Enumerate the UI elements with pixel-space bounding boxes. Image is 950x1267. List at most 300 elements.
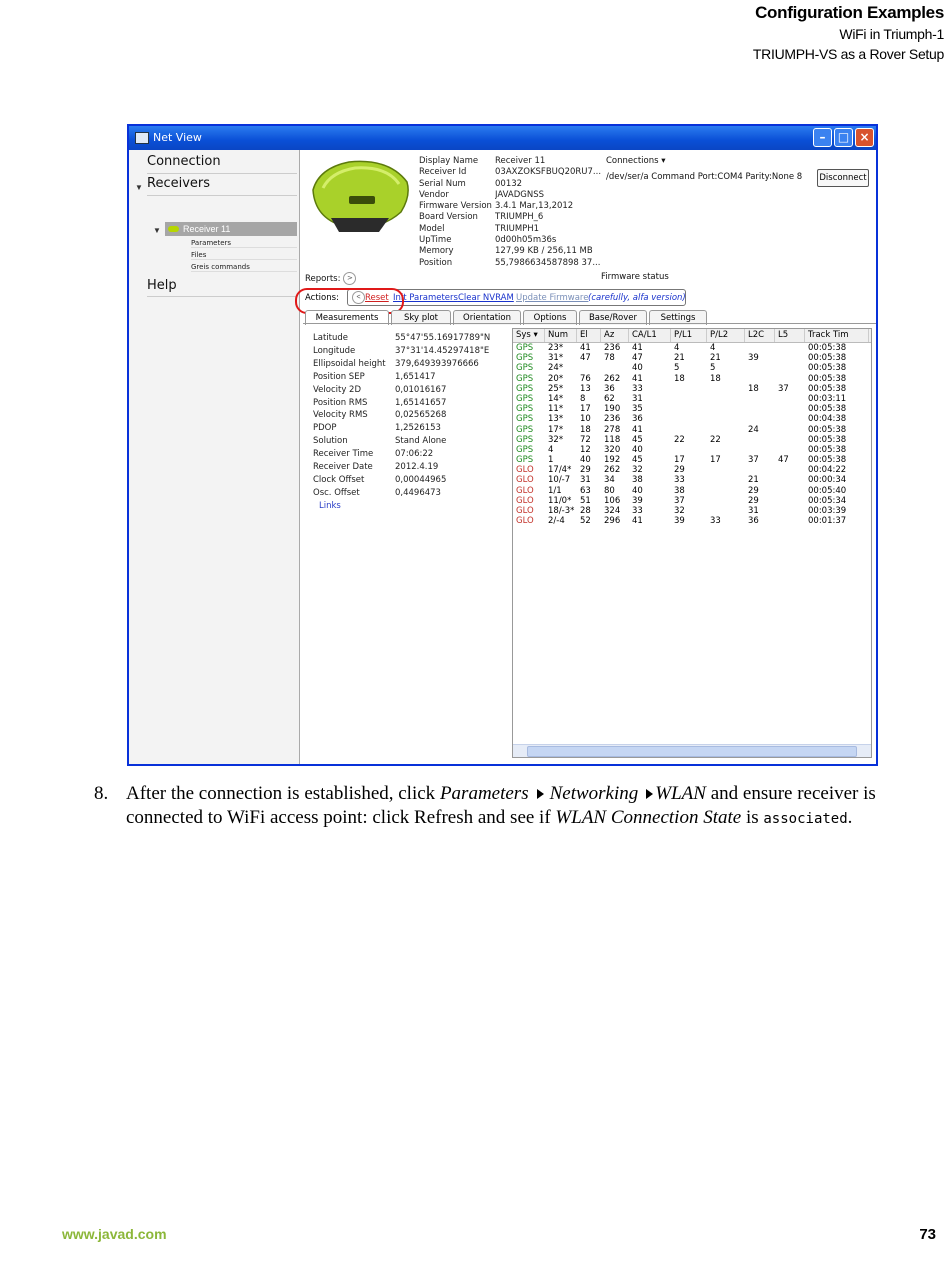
table-cell [707, 465, 745, 475]
measurement-value: 0,01016167 [395, 384, 447, 395]
grid-column-header[interactable]: L5 [775, 329, 805, 342]
table-row[interactable] [513, 384, 871, 394]
table-cell [775, 353, 805, 363]
table-cell: 00:05:38 [808, 363, 847, 374]
tab-sky-plot[interactable]: Sky plot [391, 310, 451, 325]
tab-options[interactable]: Options [523, 310, 577, 325]
table-cell: 25* [548, 383, 564, 394]
table-cell [707, 394, 745, 404]
table-cell [745, 414, 775, 424]
table-cell: 17* [548, 424, 564, 435]
table-row[interactable] [513, 435, 871, 445]
table-cell: GPS [516, 393, 534, 404]
table-cell: 00:05:38 [808, 424, 847, 435]
table-cell: GPS [516, 383, 534, 394]
table-cell: 78 [604, 353, 615, 364]
table-cell: GPS [516, 434, 534, 445]
table-cell: 192 [604, 455, 621, 466]
table-cell: 262 [604, 373, 621, 384]
table-cell: 62 [604, 393, 615, 404]
table-cell [707, 414, 745, 424]
measurement-value: 1,65141657 [395, 397, 447, 408]
table-cell [745, 445, 775, 455]
measurement-row [313, 332, 490, 345]
table-cell: 13* [548, 414, 564, 425]
menu-wlan: WLAN [655, 783, 706, 804]
menu-arrow-icon [646, 789, 653, 799]
table-cell: GLO [516, 465, 534, 476]
info-row [419, 212, 601, 223]
step-number: 8. [94, 783, 109, 804]
measurement-row [313, 422, 490, 435]
table-cell: 32 [674, 506, 685, 516]
chevron-right-icon[interactable]: > [343, 272, 356, 285]
measurement-key: PDOP [313, 423, 337, 434]
table-cell: 37 [748, 455, 759, 466]
grid-column-header[interactable]: Track Tim [805, 329, 869, 342]
table-cell: 18 [710, 373, 721, 384]
table-cell: 00:05:38 [808, 444, 847, 455]
grid-column-header[interactable]: P/L1 [671, 329, 707, 342]
grid-header [513, 329, 871, 343]
grid-column-header[interactable]: Num [545, 329, 577, 342]
measurement-row [313, 487, 490, 500]
table-cell: 80 [604, 485, 615, 496]
table-cell: GLO [516, 495, 534, 506]
table-cell [671, 384, 707, 394]
nav-files[interactable]: Files [191, 251, 297, 260]
table-cell: 29 [748, 495, 759, 506]
table-cell: 31 [580, 475, 591, 486]
table-row[interactable] [513, 353, 871, 363]
table-cell: 31* [548, 353, 564, 364]
chapter-title: Configuration Examples [755, 3, 944, 22]
table-cell: 40 [632, 444, 643, 455]
table-cell [707, 506, 745, 516]
info-key: Vendor [419, 189, 449, 200]
table-cell: 13 [580, 383, 591, 394]
table-cell: 29 [748, 485, 759, 496]
reset-link[interactable]: Reset [365, 293, 389, 303]
nav-connection[interactable]: Connection [147, 154, 297, 174]
table-cell: 5 [710, 363, 716, 374]
measurement-value: 2012.4.19 [395, 462, 439, 473]
measurement-key: Solution [313, 436, 348, 447]
clear-nvram-link[interactable]: Clear NVRAM [458, 293, 514, 303]
table-cell [745, 374, 775, 384]
table-cell: 41 [580, 343, 591, 353]
grid-column-header[interactable]: El [577, 329, 601, 342]
table-cell: 33 [632, 506, 643, 516]
table-cell [745, 465, 775, 475]
table-row[interactable] [513, 343, 871, 353]
table-cell [601, 363, 629, 373]
grid-column-header[interactable]: Sys ▾ [513, 329, 545, 342]
alfa-version-note: (carefully, alfa version) [588, 293, 686, 303]
table-cell: 236 [604, 343, 621, 353]
grid-column-header[interactable]: Az [601, 329, 629, 342]
table-row[interactable] [513, 496, 871, 506]
table-cell: 41 [632, 424, 643, 435]
table-cell: GPS [516, 424, 534, 435]
measurement-row [313, 474, 490, 487]
satellite-grid [512, 328, 872, 758]
step-text-3: is [741, 807, 764, 828]
table-cell: GLO [516, 475, 534, 486]
table-cell: 36 [748, 516, 759, 527]
firmware-status-label: Firmware status [601, 272, 669, 282]
table-cell: 40 [632, 363, 643, 374]
table-cell: 00:03:11 [808, 393, 847, 404]
table-cell: 41 [632, 343, 643, 353]
table-cell: GPS [516, 444, 534, 455]
table-cell: 296 [604, 516, 621, 527]
footer-website[interactable]: www.javad.com [62, 1226, 167, 1242]
tab-settings[interactable]: Settings [649, 310, 707, 325]
table-row[interactable] [513, 363, 871, 373]
table-cell: 11/0* [548, 495, 572, 506]
table-cell: 18 [674, 373, 685, 384]
window-titlebar[interactable] [129, 126, 876, 150]
table-cell [671, 394, 707, 404]
table-cell [775, 496, 805, 506]
table-cell [775, 486, 805, 496]
table-cell: 00:01:37 [808, 516, 847, 527]
table-cell [775, 435, 805, 445]
receiver-device-image [309, 156, 413, 236]
table-cell: 00:05:38 [808, 353, 847, 364]
table-cell: 00:00:34 [808, 475, 847, 486]
grid-body [513, 343, 871, 526]
table-cell: GLO [516, 506, 534, 516]
reports-label: Reports: [305, 274, 341, 284]
table-cell: GPS [516, 353, 534, 364]
app-icon [135, 132, 149, 144]
table-cell [775, 374, 805, 384]
table-cell: 4 [710, 343, 716, 353]
grid-column-header[interactable]: CA/L1 [629, 329, 671, 342]
info-value: 127,99 KB / 256,11 MB [495, 246, 593, 257]
net-view-window [127, 124, 878, 766]
receiver-info [301, 150, 876, 295]
table-cell: 38 [674, 485, 685, 496]
table-cell [707, 425, 745, 435]
connections-dropdown[interactable]: Connections ▾ [606, 156, 666, 166]
table-cell [671, 425, 707, 435]
info-row [419, 179, 601, 190]
table-row[interactable] [513, 516, 871, 526]
associated-code: associated [763, 811, 848, 827]
measurement-row [313, 397, 490, 410]
nav-parameters[interactable]: Parameters [191, 239, 297, 248]
info-key: Memory [419, 246, 454, 257]
measurement-value: 55°47'55.16917789"N [395, 333, 491, 343]
table-cell: 51 [580, 495, 591, 506]
table-cell [671, 404, 707, 414]
table-cell: 00:05:38 [808, 383, 847, 394]
menu-networking: Networking [549, 783, 639, 804]
table-cell: 1/1 [548, 485, 562, 496]
receiver-icon [168, 226, 179, 232]
table-cell [707, 445, 745, 455]
info-key: UpTime [419, 235, 452, 246]
measurement-key: Ellipsoidal height [313, 358, 386, 369]
info-key: Model [419, 223, 445, 234]
table-cell: 21 [748, 475, 759, 486]
table-cell: 33 [632, 383, 643, 394]
table-row[interactable] [513, 506, 871, 516]
measurement-values [313, 332, 490, 513]
nav-greis-commands[interactable]: Greis commands [191, 263, 297, 272]
table-cell [775, 475, 805, 485]
table-cell: 00:05:40 [808, 485, 847, 496]
table-cell [577, 363, 601, 373]
disconnect-button[interactable]: Disconnect [817, 169, 869, 187]
measurement-key: Osc. Offset [313, 487, 360, 498]
measurement-value: 07:06:22 [395, 449, 434, 460]
table-cell [707, 486, 745, 496]
table-cell: 00:04:38 [808, 414, 847, 425]
table-cell: 47 [632, 353, 643, 364]
table-cell: 118 [604, 434, 621, 445]
table-cell [707, 404, 745, 414]
info-value: TRIUMPH1 [495, 223, 540, 234]
table-cell: 31 [632, 393, 643, 404]
wlan-connection-state: WLAN Connection State [555, 807, 742, 828]
measurement-value: 0,02565268 [395, 410, 447, 421]
table-row[interactable] [513, 445, 871, 455]
table-cell: 00:05:38 [808, 373, 847, 384]
table-cell: 2/-4 [548, 516, 565, 527]
table-cell: 37 [778, 383, 789, 394]
measurement-key: Receiver Date [313, 462, 373, 473]
update-firmware-link[interactable]: Update Firmware [516, 293, 589, 303]
measurement-key: Receiver Time [313, 449, 374, 460]
table-cell [775, 394, 805, 404]
table-cell: GPS [516, 343, 534, 353]
expand-arrow-icon[interactable]: ▼ [153, 226, 161, 235]
measurement-row [313, 435, 490, 448]
measurement-row [313, 384, 490, 397]
minimize-button[interactable]: – [813, 128, 832, 147]
table-cell: 41 [632, 373, 643, 384]
info-row [419, 258, 601, 269]
table-cell: 106 [604, 495, 621, 506]
tab-orientation[interactable]: Orientation [453, 310, 521, 325]
table-cell: 18 [580, 424, 591, 435]
table-cell [745, 343, 775, 353]
table-cell: 00:05:38 [808, 455, 847, 466]
table-cell: 14* [548, 393, 564, 404]
table-cell: 24 [748, 424, 759, 435]
table-cell: GLO [516, 485, 534, 496]
port-status: /dev/ser/a Command Port:COM4 Parity:None 8 [606, 172, 803, 182]
step-text [126, 782, 944, 831]
table-cell: 00:04:22 [808, 465, 847, 476]
table-cell: 10 [580, 414, 591, 425]
table-cell: 18/-3* [548, 506, 575, 516]
table-cell: 41 [632, 516, 643, 527]
maximize-button[interactable]: □ [834, 128, 853, 147]
table-cell: 22 [674, 434, 685, 445]
measurement-row [313, 358, 490, 371]
measurement-value: Stand Alone [395, 436, 447, 447]
window-title: Net View [153, 131, 202, 144]
info-value: 03AXZOKSFBUQ20RU7... [495, 167, 601, 178]
table-cell: 39 [674, 516, 685, 527]
measurement-key: Clock Offset [313, 474, 365, 485]
table-cell: 33 [674, 475, 685, 486]
info-value: 00132 [495, 178, 523, 189]
table-cell: 21 [674, 353, 685, 364]
table-row[interactable] [513, 465, 871, 475]
table-row[interactable] [513, 486, 871, 496]
close-button[interactable]: × [855, 128, 874, 147]
info-key: Display Name [419, 156, 479, 166]
measurement-row [313, 409, 490, 422]
tab-measurements[interactable]: Measurements [305, 310, 389, 325]
step-text-4: . [847, 807, 853, 828]
table-cell: 39 [748, 353, 759, 364]
links-link[interactable]: Links [319, 500, 341, 511]
table-cell [775, 465, 805, 475]
window-client [129, 150, 876, 764]
grid-column-header[interactable]: P/L2 [707, 329, 745, 342]
measurement-row [313, 345, 490, 358]
table-cell: 17 [710, 455, 721, 466]
table-cell [745, 435, 775, 445]
chevron-left-icon[interactable]: < [352, 291, 365, 304]
table-cell: 21 [710, 353, 721, 364]
table-cell [671, 445, 707, 455]
receiver-properties [419, 156, 601, 269]
table-cell: 00:03:39 [808, 506, 847, 516]
measurement-key: Position RMS [313, 397, 368, 408]
table-cell: 00:05:38 [808, 404, 847, 415]
measurement-key: Position SEP [313, 371, 365, 382]
sidebar [129, 150, 300, 764]
grid-column-header[interactable]: L2C [745, 329, 775, 342]
info-value: Receiver 11 [495, 156, 546, 166]
table-cell: 40 [632, 485, 643, 496]
scrollbar-thumb[interactable] [527, 746, 857, 757]
table-cell: 52 [580, 516, 591, 527]
measurement-key: Longitude [313, 345, 356, 356]
table-cell [671, 414, 707, 424]
table-cell: 1 [548, 455, 554, 466]
table-cell: 10/-7 [548, 475, 571, 486]
table-cell [745, 404, 775, 414]
table-cell [707, 384, 745, 394]
table-cell: 20* [548, 373, 564, 384]
table-cell: 32 [632, 465, 643, 476]
table-row[interactable] [513, 374, 871, 384]
table-row[interactable] [513, 455, 871, 465]
tab-base-rover[interactable]: Base/Rover [579, 310, 647, 325]
table-cell: 24* [548, 363, 564, 374]
info-key: Serial Num [419, 178, 466, 189]
table-cell: 12 [580, 444, 591, 455]
nav-help[interactable]: Help [147, 278, 297, 297]
table-cell: 278 [604, 424, 621, 435]
table-cell: 38 [632, 475, 643, 486]
horizontal-scrollbar[interactable] [513, 744, 871, 757]
table-cell [775, 343, 805, 353]
measurement-value: 379,649393976666 [395, 358, 479, 369]
table-cell: 22 [710, 434, 721, 445]
table-cell: 8 [580, 393, 586, 404]
nav-receivers[interactable]: Receivers [147, 176, 297, 196]
info-row [419, 224, 601, 235]
table-row[interactable] [513, 414, 871, 424]
table-cell: 32* [548, 434, 564, 445]
table-row[interactable] [513, 404, 871, 414]
table-cell: 76 [580, 373, 591, 384]
measurement-row [313, 371, 490, 384]
table-cell: 47 [580, 353, 591, 364]
table-cell [775, 363, 805, 373]
table-cell: 5 [674, 363, 680, 374]
page-number: 73 [919, 1226, 936, 1243]
table-cell: 262 [604, 465, 621, 476]
table-cell: 29 [674, 465, 685, 476]
init-parameters-link[interactable]: Init Parameters [393, 293, 458, 303]
info-key: Receiver Id [419, 167, 467, 178]
info-value: 3.4.1 Mar,13,2012 [495, 201, 574, 212]
nav-receiver-11[interactable] [165, 222, 297, 236]
table-cell: 35 [632, 404, 643, 415]
table-cell [745, 394, 775, 404]
table-cell [707, 475, 745, 485]
step-text-2: and ensure receiver is connected to WiFi access point: click Refresh and see if [126, 783, 876, 828]
table-row[interactable] [513, 425, 871, 435]
table-cell: 72 [580, 434, 591, 445]
table-cell: 40 [580, 455, 591, 466]
table-cell [745, 363, 775, 373]
table-cell: 11* [548, 404, 564, 415]
info-row [419, 246, 601, 257]
table-cell: GPS [516, 363, 534, 374]
table-cell: 33 [710, 516, 721, 527]
table-cell: 37 [674, 495, 685, 506]
table-cell: 18 [748, 383, 759, 394]
table-cell: 320 [604, 444, 621, 455]
reports-row [305, 272, 356, 285]
info-value: TRIUMPH_6 [495, 212, 544, 223]
table-cell [775, 445, 805, 455]
info-key: Position [419, 257, 453, 268]
expand-arrow-icon[interactable]: ▼ [135, 183, 143, 192]
table-cell: 324 [604, 506, 621, 516]
table-row[interactable] [513, 475, 871, 485]
table-cell: 23* [548, 343, 564, 353]
info-row [419, 235, 601, 246]
table-cell: GPS [516, 414, 534, 425]
actions-label: Actions: [305, 293, 339, 303]
info-value: 0d00h05m36s [495, 235, 557, 246]
table-cell: 34 [604, 475, 615, 486]
table-cell [775, 414, 805, 424]
table-cell [775, 506, 805, 516]
table-row[interactable] [513, 394, 871, 404]
table-cell: GPS [516, 455, 534, 466]
table-cell: 36 [632, 414, 643, 425]
info-row [419, 201, 601, 212]
table-cell: 17 [674, 455, 685, 466]
measurement-row [313, 448, 490, 461]
nav-receiver-label: Receiver 11 [183, 224, 231, 234]
measurement-key: Latitude [313, 333, 348, 343]
